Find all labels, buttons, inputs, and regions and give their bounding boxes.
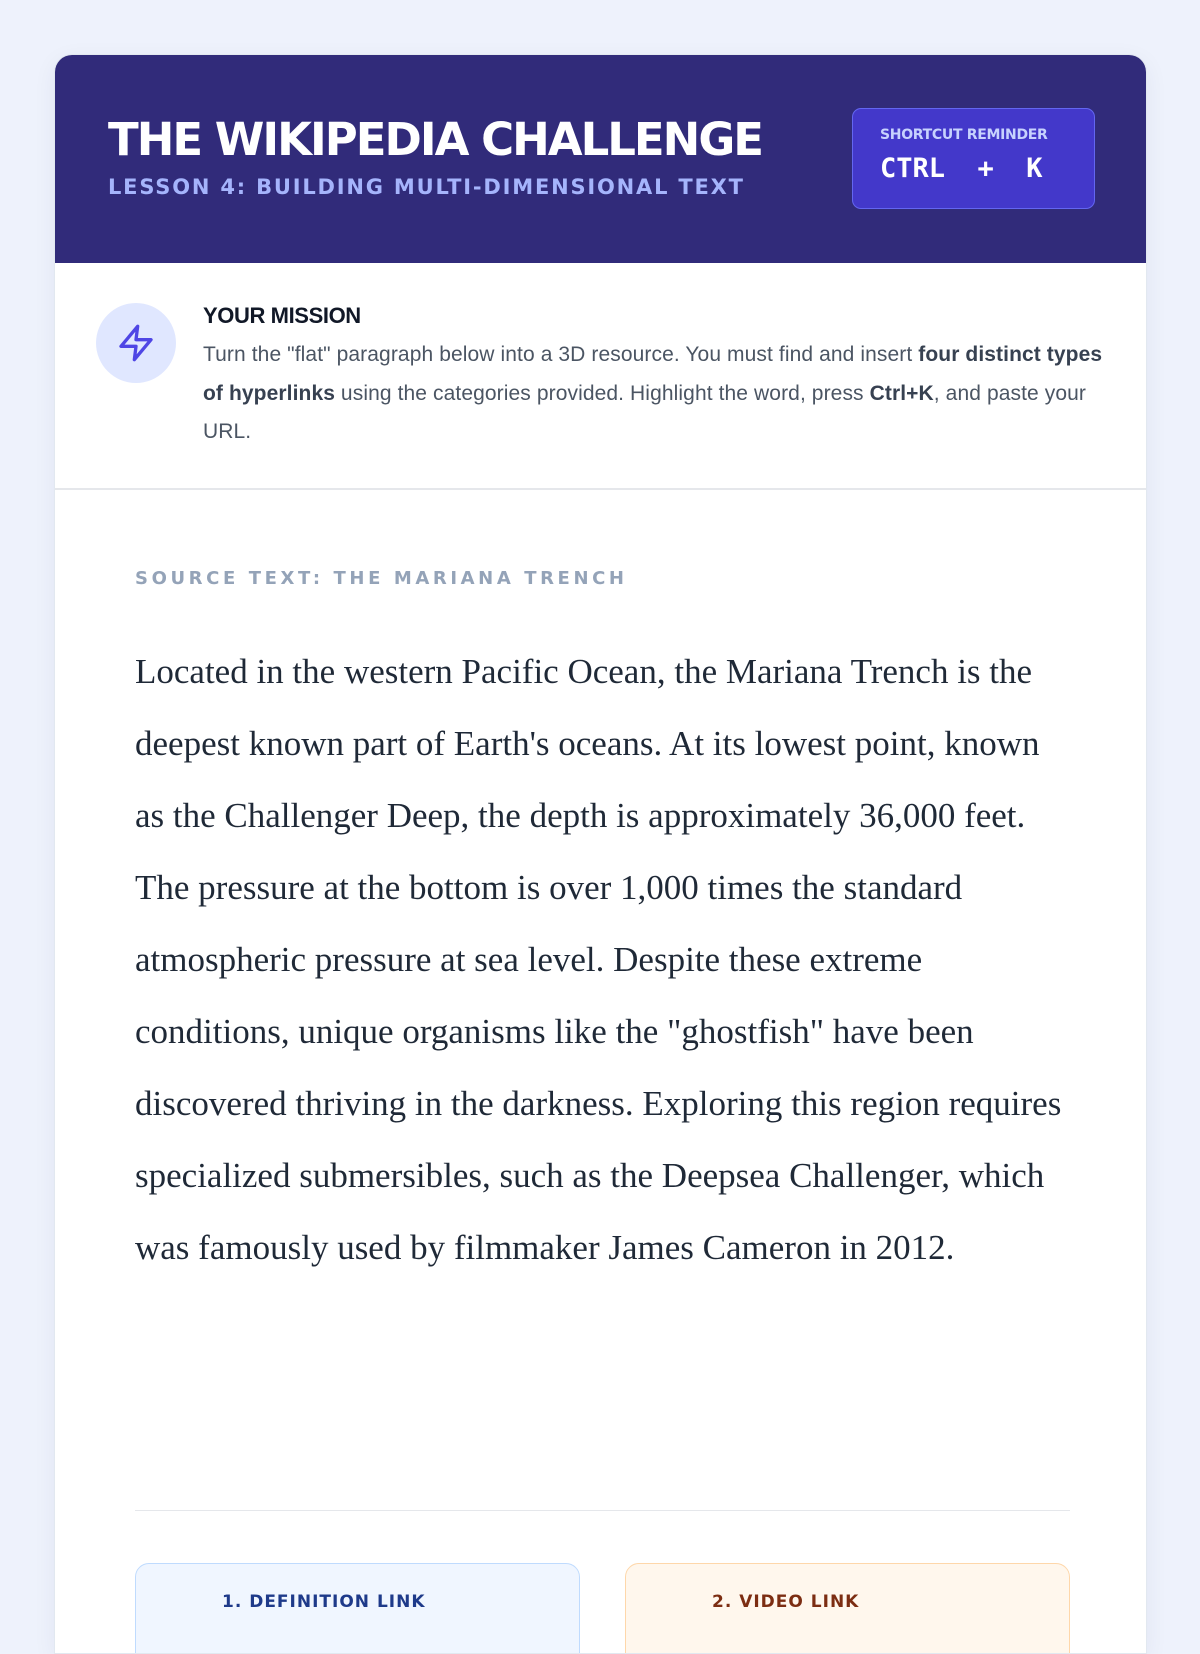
header bbox=[55, 55, 1146, 263]
mission-text-part: using the categories provided. Highlight the word, press bbox=[335, 381, 870, 405]
shortcut-keys: CTRL + K bbox=[880, 153, 1043, 184]
video-link-card[interactable] bbox=[625, 1563, 1070, 1654]
shortcut-reminder bbox=[852, 108, 1095, 209]
video-link-label: 2. VIDEO LINK bbox=[712, 1592, 860, 1612]
lightning-icon bbox=[96, 303, 176, 383]
mission-shortcut-emphasis: Ctrl+K bbox=[869, 381, 934, 405]
definition-link-card[interactable] bbox=[135, 1563, 580, 1654]
source-label: SOURCE TEXT: THE MARIANA TRENCH bbox=[135, 568, 628, 589]
shortcut-label: SHORTCUT REMINDER bbox=[880, 127, 1048, 143]
divider bbox=[135, 1510, 1070, 1511]
mission-text bbox=[203, 336, 1103, 452]
source-paragraph[interactable]: Located in the western Pacific Ocean, the Mariana Trench is the deepest known part of Earth's oceans. At its lowest point, known as the Challenger Deep, the depth is approximately 36,000 feet. The pressure at the bottom is over 1,000 times the standard atmospheric pressure at sea level. Despite these extreme conditions, unique organisms like the "ghostfish" have been discovered thriving in the darkness. Exploring this region requires specialized submersibles, such as the Deepsea Challenger, which was famously used by filmmaker James Cameron in 2012. bbox=[135, 652, 1062, 1267]
mission-text-emphasis: four distinct types of hyperlinks bbox=[203, 343, 1103, 405]
definition-link-label: 1. DEFINITION LINK bbox=[222, 1592, 426, 1612]
lesson-card bbox=[54, 54, 1147, 1654]
mission-heading: YOUR MISSION bbox=[203, 303, 361, 328]
page-subtitle: LESSON 4: BUILDING MULTI-DIMENSIONAL TEXT bbox=[108, 175, 745, 199]
mission-text-part: , and paste your URL. bbox=[203, 381, 1086, 443]
page-title: THE WIKIPEDIA CHALLENGE bbox=[108, 113, 763, 166]
mission-section bbox=[55, 263, 1146, 490]
mission-text-part: Turn the "flat" paragraph below into a 3D resource. You must find and insert bbox=[203, 343, 919, 366]
